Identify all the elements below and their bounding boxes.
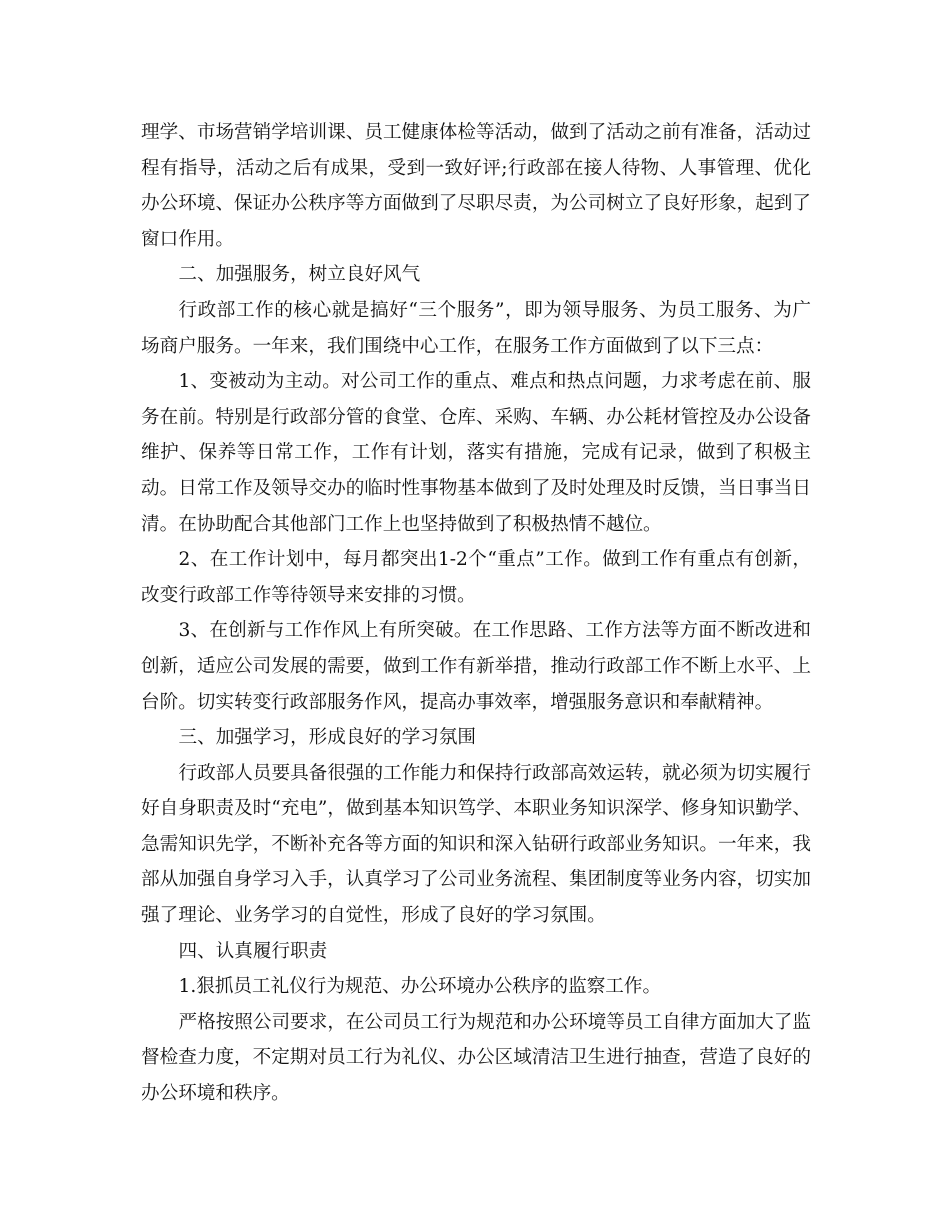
paragraph-three-services: 行政部工作的核心就是搞好“三个服务”，即为领导服务、为员工服务、为广场商户服务。一年来，我们围绕中心工作，在服务工作方面做到了以下三点： [141,299,811,357]
section-heading-service: 二、加强服务，树立良好风气 [178,264,421,286]
paragraph-duty-1-title: 1.狠抓员工礼仪行为规范、办公环境办公秩序的监察工作。 [178,976,662,998]
paragraph-point-2: 2、在工作计划中，每月都突出1-2个“重点”工作。做到工作有重点有创新，改变行政部工作等待领导来安排的习惯。 [141,549,811,606]
paragraph-continuation: 理学、市场营销学培训课、员工健康体检等活动，做到了活动之前有准备，活动过程有指导，活动之后有成果，受到一致好评;行政部在接人待物、人事管理、优化办公环境、保证办公秩序等方面做到了尽职尽责，为公司树立了良好形象，起到了窗口作用。 [141,122,811,250]
section-heading-duties: 四、认真履行职责 [178,940,328,962]
section-heading-study: 三、加强学习，形成良好的学习氛围 [178,727,477,749]
document-body [141,115,811,1112]
paragraph-study: 行政部人员要具备很强的工作能力和保持行政部高效运转，就必须为切实履行好自身职责及时“充电”，做到基本知识笃学、本职业务知识深学、修身知识勤学、急需知识先学，不断补充各等方面的知识和深入钻研行政部业务知识。一年来，我部从加强自身学习入手，认真学习了公司业务流程、集团制度等业务内容，切实加强了理论、业务学习的自觉性，形成了良好的学习氛围。 [141,762,811,927]
paragraph-point-3: 3、在创新与工作作风上有所突破。在工作思路、工作方法等方面不断改进和创新，适应公司发展的需要，做到工作有新举措，推动行政部工作不断上水平、上台阶。切实转变行政部服务作风，提高办事效率，增强服务意识和奉献精神。 [141,620,811,713]
paragraph-point-1: 1、变被动为主动。对公司工作的重点、难点和热点问题，力求考虑在前、服务在前。特别是行政部分管的食堂、仓库、采购、车辆、办公耗材管控及办公设备维护、保养等日常工作，工作有计划，落实有措施，完成有记录，做到了积极主动。日常工作及领导交办的临时性事物基本做到了及时处理及时反馈，当日事当日清。在协助配合其他部门工作上也坚持做到了积极热情不越位。 [141,371,811,535]
paragraph-duty-1-body: 严格按照公司要求，在公司员工行为规范和办公环境等员工自律方面加大了监督检查力度，不定期对员工行为礼仪、办公区域清洁卫生进行抽查，营造了良好的办公环境和秩序。 [141,1011,811,1105]
